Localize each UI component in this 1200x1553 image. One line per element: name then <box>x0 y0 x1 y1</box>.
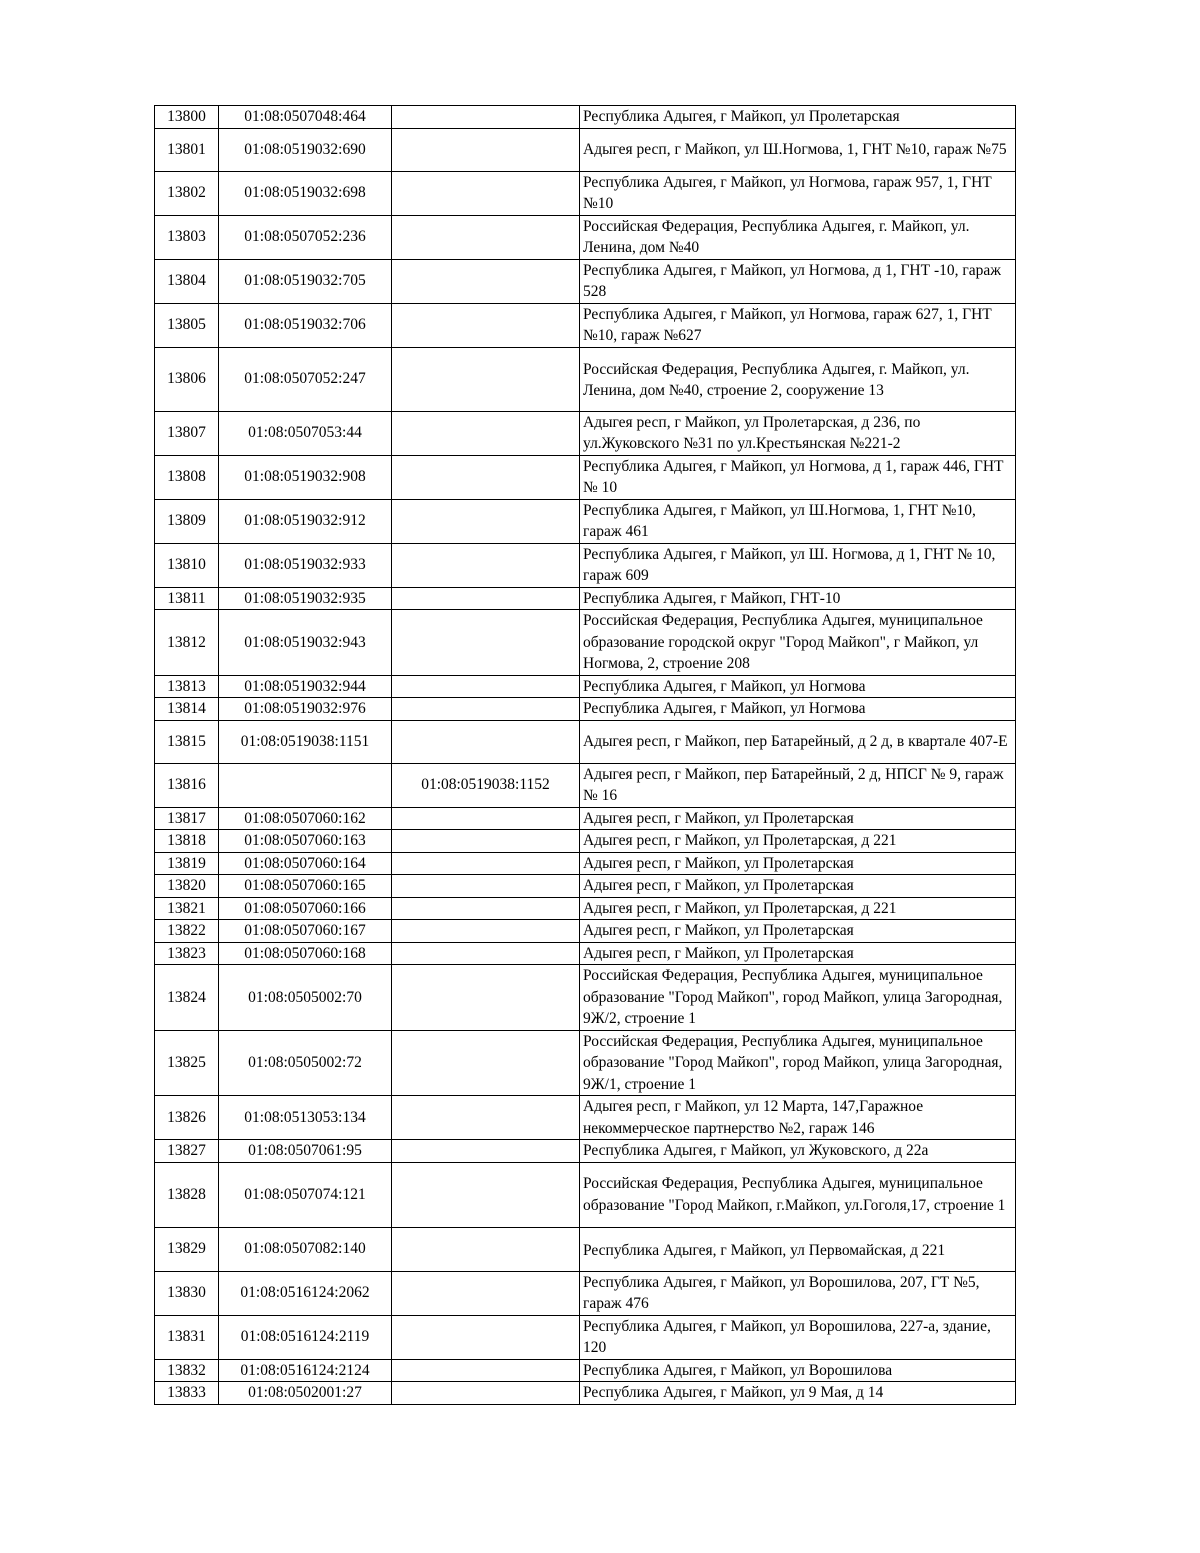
address-cell: Адыгея респ, г Майкоп, ул Пролетарская <box>580 875 1016 898</box>
cadastral-number-cell: 01:08:0519032:933 <box>219 543 392 587</box>
address-cell: Адыгея респ, г Майкоп, ул Пролетарская <box>580 920 1016 943</box>
row-number-cell: 13824 <box>155 965 219 1031</box>
cadastral-number-cell: 01:08:0505002:70 <box>219 965 392 1031</box>
cadastral-number-cell: 01:08:0519038:1151 <box>219 720 392 763</box>
cadastral-number-cell: 01:08:0516124:2062 <box>219 1271 392 1315</box>
cadastral-number-cell: 01:08:0519032:706 <box>219 303 392 347</box>
address-cell: Адыгея респ, г Майкоп, ул Пролетарская, д 236, по ул.Жуковского №31 по ул.Крестьянская №221-2 <box>580 411 1016 455</box>
address-cell: Российская Федерация, Республика Адыгея, муниципальное образование "Город Майкоп", город Майкоп, улица Загородная, 9Ж/2, строение 1 <box>580 965 1016 1031</box>
table-row <box>155 1096 1016 1140</box>
table-row <box>155 1140 1016 1163</box>
cadastral-alt-cell <box>392 1030 580 1096</box>
table-row <box>155 215 1016 259</box>
row-number-cell: 13826 <box>155 1096 219 1140</box>
cadastral-alt-cell <box>392 106 580 129</box>
table-row <box>155 347 1016 411</box>
table-row <box>155 897 1016 920</box>
address-cell: Республика Адыгея, г Майкоп, ГНТ-10 <box>580 587 1016 610</box>
row-number-cell: 13810 <box>155 543 219 587</box>
cadastral-number-cell: 01:08:0505002:72 <box>219 1030 392 1096</box>
table-row <box>155 852 1016 875</box>
table-body <box>155 106 1016 1405</box>
cadastral-alt-cell <box>392 303 580 347</box>
cadastral-number-cell: 01:08:0507074:121 <box>219 1162 392 1227</box>
cadastral-alt-cell <box>392 965 580 1031</box>
cadastral-alt-cell <box>392 128 580 171</box>
address-cell: Адыгея респ, г Майкоп, ул Пролетарская <box>580 942 1016 965</box>
address-cell: Республика Адыгея, г Майкоп, ул Ногмова, гараж 957, 1, ГНТ №10 <box>580 171 1016 215</box>
address-cell: Республика Адыгея, г Майкоп, ул Ворошилова, 207, ГТ №5, гараж 476 <box>580 1271 1016 1315</box>
row-number-cell: 13831 <box>155 1315 219 1359</box>
cadastral-number-cell: 01:08:0516124:2119 <box>219 1315 392 1359</box>
row-number-cell: 13801 <box>155 128 219 171</box>
row-number-cell: 13814 <box>155 698 219 721</box>
row-number-cell: 13827 <box>155 1140 219 1163</box>
table-row <box>155 830 1016 853</box>
cadastral-alt-cell <box>392 259 580 303</box>
row-number-cell: 13804 <box>155 259 219 303</box>
table-row <box>155 455 1016 499</box>
cadastral-number-cell: 01:08:0516124:2124 <box>219 1359 392 1382</box>
cadastral-alt-cell <box>392 675 580 698</box>
cadastral-number-cell: 01:08:0519032:976 <box>219 698 392 721</box>
address-cell: Российская Федерация, Республика Адыгея, муниципальное образование "Город Майкоп, г.Майкоп, ул.Гоголя,17, строение 1 <box>580 1162 1016 1227</box>
cadastral-alt-cell <box>392 610 580 676</box>
cadastral-alt-cell <box>392 1382 580 1405</box>
address-cell: Российская Федерация, Республика Адыгея, муниципальное образование "Город Майкоп", город Майкоп, улица Загородная, 9Ж/1, строение 1 <box>580 1030 1016 1096</box>
row-number-cell: 13829 <box>155 1227 219 1271</box>
cadastral-number-cell: 01:08:0507053:44 <box>219 411 392 455</box>
table-row <box>155 610 1016 676</box>
cadastral-number-cell: 01:08:0519032:944 <box>219 675 392 698</box>
cadastral-number-cell: 01:08:0507048:464 <box>219 106 392 129</box>
address-cell: Республика Адыгея, г Майкоп, ул Первомайская, д 221 <box>580 1227 1016 1271</box>
table-row <box>155 942 1016 965</box>
row-number-cell: 13828 <box>155 1162 219 1227</box>
cadastral-alt-cell <box>392 875 580 898</box>
table-row <box>155 543 1016 587</box>
address-cell: Республика Адыгея, г Майкоп, ул 9 Мая, д 14 <box>580 1382 1016 1405</box>
table-row <box>155 965 1016 1031</box>
row-number-cell: 13825 <box>155 1030 219 1096</box>
cadastral-alt-cell <box>392 920 580 943</box>
cadastral-number-cell: 01:08:0519032:912 <box>219 499 392 543</box>
cadastral-alt-cell <box>392 587 580 610</box>
cadastral-alt-cell <box>392 347 580 411</box>
table-row <box>155 259 1016 303</box>
row-number-cell: 13816 <box>155 763 219 807</box>
cadastral-number-cell: 01:08:0519032:698 <box>219 171 392 215</box>
cadastral-alt-cell <box>392 1227 580 1271</box>
row-number-cell: 13830 <box>155 1271 219 1315</box>
cadastral-alt-cell <box>392 852 580 875</box>
row-number-cell: 13800 <box>155 106 219 129</box>
cadastral-number-cell: 01:08:0507060:168 <box>219 942 392 965</box>
row-number-cell: 13820 <box>155 875 219 898</box>
table-row <box>155 1359 1016 1382</box>
row-number-cell: 13823 <box>155 942 219 965</box>
address-cell: Республика Адыгея, г Майкоп, ул Ногмова, д 1, ГНТ -10, гараж 528 <box>580 259 1016 303</box>
table-row <box>155 875 1016 898</box>
address-cell: Адыгея респ, г Майкоп, пер Батарейный, д 2 д, в квартале 407-Е <box>580 720 1016 763</box>
cadastral-number-cell: 01:08:0507082:140 <box>219 1227 392 1271</box>
row-number-cell: 13809 <box>155 499 219 543</box>
row-number-cell: 13803 <box>155 215 219 259</box>
cadastral-alt-cell <box>392 1162 580 1227</box>
row-number-cell: 13818 <box>155 830 219 853</box>
row-number-cell: 13813 <box>155 675 219 698</box>
cadastral-number-cell: 01:08:0513053:134 <box>219 1096 392 1140</box>
table-row <box>155 303 1016 347</box>
address-cell: Российская Федерация, Республика Адыгея, г. Майкоп, ул. Ленина, дом №40 <box>580 215 1016 259</box>
address-cell: Российская Федерация, Республика Адыгея, муниципальное образование городской округ "Город Майкоп", г Майкоп, ул Ногмова, 2, строение 208 <box>580 610 1016 676</box>
row-number-cell: 13812 <box>155 610 219 676</box>
address-cell: Республика Адыгея, г Майкоп, ул Ворошилова, 227-а, здание, 120 <box>580 1315 1016 1359</box>
cadastral-alt-cell <box>392 1096 580 1140</box>
address-cell: Российская Федерация, Республика Адыгея, г. Майкоп, ул. Ленина, дом №40, строение 2, сооружение 13 <box>580 347 1016 411</box>
table-row <box>155 1382 1016 1405</box>
row-number-cell: 13822 <box>155 920 219 943</box>
address-cell: Адыгея респ, г Майкоп, ул Ш.Ногмова, 1, ГНТ №10, гараж №75 <box>580 128 1016 171</box>
row-number-cell: 13808 <box>155 455 219 499</box>
cadastral-alt-cell <box>392 499 580 543</box>
table-row <box>155 1030 1016 1096</box>
table-row <box>155 171 1016 215</box>
cadastral-number-cell <box>219 763 392 807</box>
address-cell: Адыгея респ, г Майкоп, ул Пролетарская <box>580 852 1016 875</box>
cadastral-number-cell: 01:08:0519032:705 <box>219 259 392 303</box>
address-cell: Республика Адыгея, г Майкоп, ул Ворошилова <box>580 1359 1016 1382</box>
row-number-cell: 13817 <box>155 807 219 830</box>
address-cell: Адыгея респ, г Майкоп, ул 12 Марта, 147,Гаражное некоммерческое партнерство №2, гараж 146 <box>580 1096 1016 1140</box>
row-number-cell: 13807 <box>155 411 219 455</box>
cadastral-number-cell: 01:08:0507052:247 <box>219 347 392 411</box>
address-cell: Адыгея респ, г Майкоп, ул Пролетарская <box>580 807 1016 830</box>
table-row <box>155 1162 1016 1227</box>
row-number-cell: 13819 <box>155 852 219 875</box>
cadastral-table <box>154 105 1016 1405</box>
table-row <box>155 411 1016 455</box>
address-cell: Республика Адыгея, г Майкоп, ул Ногмова <box>580 698 1016 721</box>
cadastral-alt-cell <box>392 455 580 499</box>
row-number-cell: 13815 <box>155 720 219 763</box>
table-row <box>155 920 1016 943</box>
cadastral-number-cell: 01:08:0519032:690 <box>219 128 392 171</box>
cadastral-alt-cell <box>392 720 580 763</box>
address-cell: Адыгея респ, г Майкоп, ул Пролетарская, д 221 <box>580 830 1016 853</box>
row-number-cell: 13805 <box>155 303 219 347</box>
cadastral-number-cell: 01:08:0502001:27 <box>219 1382 392 1405</box>
row-number-cell: 13802 <box>155 171 219 215</box>
table-row <box>155 106 1016 129</box>
table-row <box>155 499 1016 543</box>
table-row <box>155 720 1016 763</box>
table-row <box>155 807 1016 830</box>
table-row <box>155 675 1016 698</box>
address-cell: Республика Адыгея, г Майкоп, ул Ш. Ногмова, д 1, ГНТ № 10, гараж 609 <box>580 543 1016 587</box>
cadastral-number-cell: 01:08:0519032:943 <box>219 610 392 676</box>
row-number-cell: 13811 <box>155 587 219 610</box>
cadastral-alt-cell <box>392 698 580 721</box>
row-number-cell: 13821 <box>155 897 219 920</box>
cadastral-alt-cell <box>392 171 580 215</box>
table-row <box>155 128 1016 171</box>
row-number-cell: 13833 <box>155 1382 219 1405</box>
cadastral-alt-cell <box>392 807 580 830</box>
address-cell: Адыгея респ, г Майкоп, ул Пролетарская, д 221 <box>580 897 1016 920</box>
cadastral-alt-cell <box>392 1359 580 1382</box>
cadastral-number-cell: 01:08:0507060:164 <box>219 852 392 875</box>
cadastral-number-cell: 01:08:0507060:163 <box>219 830 392 853</box>
cadastral-alt-cell <box>392 830 580 853</box>
address-cell: Республика Адыгея, г Майкоп, ул Ногмова, д 1, гараж 446, ГНТ № 10 <box>580 455 1016 499</box>
table-row <box>155 698 1016 721</box>
address-cell: Республика Адыгея, г Майкоп, ул Ногмова, гараж 627, 1, ГНТ №10, гараж №627 <box>580 303 1016 347</box>
address-cell: Республика Адыгея, г Майкоп, ул Ногмова <box>580 675 1016 698</box>
cadastral-alt-cell <box>392 1271 580 1315</box>
cadastral-alt-cell <box>392 1140 580 1163</box>
cadastral-alt-cell: 01:08:0519038:1152 <box>392 763 580 807</box>
address-cell: Адыгея респ, г Майкоп, пер Батарейный, 2 д, НПСГ № 9, гараж № 16 <box>580 763 1016 807</box>
cadastral-alt-cell <box>392 1315 580 1359</box>
address-cell: Республика Адыгея, г Майкоп, ул Жуковского, д 22а <box>580 1140 1016 1163</box>
cadastral-alt-cell <box>392 897 580 920</box>
table-row <box>155 1227 1016 1271</box>
row-number-cell: 13832 <box>155 1359 219 1382</box>
cadastral-alt-cell <box>392 942 580 965</box>
cadastral-number-cell: 01:08:0519032:908 <box>219 455 392 499</box>
table-row <box>155 763 1016 807</box>
address-cell: Республика Адыгея, г Майкоп, ул Пролетарская <box>580 106 1016 129</box>
table-row <box>155 1271 1016 1315</box>
cadastral-alt-cell <box>392 215 580 259</box>
cadastral-number-cell: 01:08:0507060:162 <box>219 807 392 830</box>
cadastral-number-cell: 01:08:0519032:935 <box>219 587 392 610</box>
cadastral-alt-cell <box>392 543 580 587</box>
cadastral-number-cell: 01:08:0507060:165 <box>219 875 392 898</box>
cadastral-alt-cell <box>392 411 580 455</box>
table-row <box>155 587 1016 610</box>
cadastral-number-cell: 01:08:0507052:236 <box>219 215 392 259</box>
table-row <box>155 1315 1016 1359</box>
cadastral-number-cell: 01:08:0507061:95 <box>219 1140 392 1163</box>
address-cell: Республика Адыгея, г Майкоп, ул Ш.Ногмова, 1, ГНТ №10, гараж 461 <box>580 499 1016 543</box>
row-number-cell: 13806 <box>155 347 219 411</box>
cadastral-number-cell: 01:08:0507060:166 <box>219 897 392 920</box>
cadastral-number-cell: 01:08:0507060:167 <box>219 920 392 943</box>
